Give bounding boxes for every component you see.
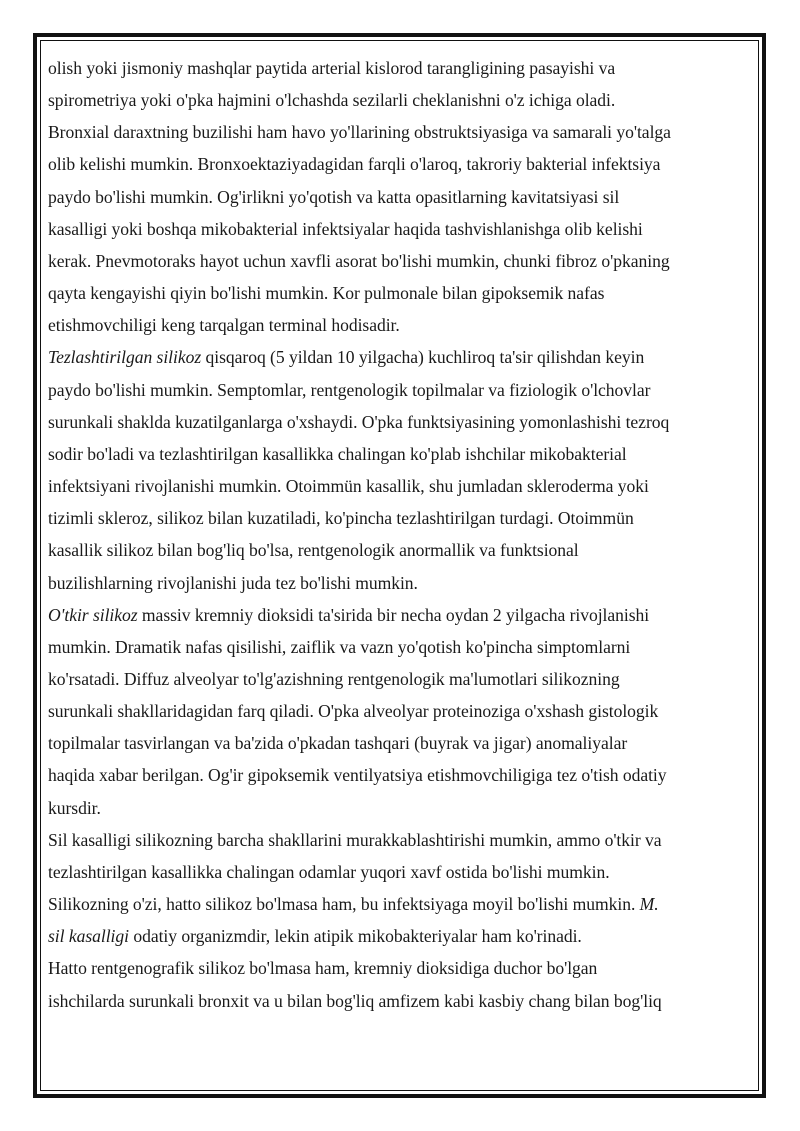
text-line [48,727,728,759]
italic-term: Tezlashtirilgan silikoz [48,347,202,368]
text-line [48,920,728,952]
text-segment: kursdir. [48,797,101,818]
text-line [48,792,728,824]
text-line [48,663,728,695]
text-segment: buzilishlarning rivojlanishi juda tez bo'lishi mumkin. [48,572,418,593]
text-line [48,470,728,502]
italic-term: M. [639,894,659,915]
text-line [48,534,728,566]
text-line [48,148,728,180]
text-segment: olish yoki jismoniy mashqlar paytida arterial kislorod tarangligining pasayishi va [48,58,616,78]
text-segment: infektsiyani rivojlanishi mumkin. Otoimmün kasallik, shu jumladan skleroderma yoki [48,476,649,497]
text-line [48,374,728,406]
text-segment: qayta kengayishi qiyin bo'lishi mumkin. Kor pulmonale bilan gipoksemik nafas [48,283,605,304]
text-segment: spirometriya yoki o'pka hajmini o'lchashda sezilarli cheklanishni o'z ichiga oladi. [48,90,616,111]
text-line [48,952,728,984]
text-line [48,341,728,373]
text-line [48,245,728,277]
text-line [48,759,728,791]
text-segment: ishchilarda surunkali bronxit va u bilan bog'liq amfizem kabi kasbiy chang bilan bog'liq [48,990,662,1011]
text-line [48,406,728,438]
text-line [48,856,728,888]
text-segment: paydo bo'lishi mumkin. Semptomlar, rentgenologik topilmalar va fiziologik o'lchovlar [48,379,651,400]
text-line [48,213,728,245]
text-segment: tizimli skleroz, silikoz bilan kuzatiladi, ko'pincha tezlashtirilgan turdagi. Otoimmün [48,508,634,529]
text-line [48,599,728,631]
text-segment: massiv kremniy dioksidi ta'sirida bir necha oydan 2 yilgacha rivojlanishi [137,604,650,625]
text-line [48,438,728,470]
text-line [48,309,728,341]
text-line [48,116,728,148]
text-line [48,277,728,309]
text-segment: paydo bo'lishi mumkin. Og'irlikni yo'qotish va katta opasitlarning kavitatsiyasi sil [48,186,620,207]
text-segment: Silikozning o'zi, hatto silikoz bo'lmasa ham, bu infektsiyaga moyil bo'lishi mumkin. [48,894,640,915]
text-line [48,888,728,920]
text-segment: haqida xabar berilgan. Og'ir gipoksemik ventilyatsiya etishmovchiligiga tez o'tish odatiy [48,765,667,786]
text-segment: qisqaroq (5 yildan 10 yilgacha) kuchliroq ta'sir qilishdan keyin [201,347,645,368]
text-segment: olib kelishi mumkin. Bronxoektaziyadagidan farqli o'laroq, takroriy bakterial infektsiya [48,154,661,175]
text-segment: topilmalar tasvirlangan va ba'zida o'pkadan tashqari (buyrak va jigar) anomaliyalar [48,733,628,754]
text-line [48,567,728,599]
text-line [48,181,728,213]
text-segment: Bronxial daraxtning buzilishi ham havo yo'llarining obstruktsiyasiga va samarali yo'talga [48,122,671,143]
text-segment: ko'rsatadi. Diffuz alveolyar to'lg'azishning rentgenologik ma'lumotlari silikozning [48,668,620,689]
italic-term: O'tkir silikoz [48,604,138,625]
italic-term: sil kasalligi [48,926,129,947]
text-segment: Hatto rentgenografik silikoz bo'lmasa ham, kremniy dioksidiga duchor bo'lgan [48,958,598,979]
text-segment: Sil kasalligi silikozning barcha shakllarini murakkablashtirishi mumkin, ammo o'tkir va [48,829,662,850]
document-body [48,52,728,1017]
text-line [48,824,728,856]
text-segment: kasallik silikoz bilan bog'liq bo'lsa, rentgenologik anormallik va funktsional [48,540,579,561]
text-segment: kerak. Pnevmotoraks hayot uchun xavfli asorat bo'lishi mumkin, chunki fibroz o'pkaning [48,250,670,271]
text-line [48,502,728,534]
text-line [48,52,728,84]
text-segment: odatiy organizmdir, lekin atipik mikobakteriyalar ham ko'rinadi. [128,926,582,947]
text-line [48,84,728,116]
text-segment: tezlashtirilgan kasallikka chalingan odamlar yuqori xavf ostida bo'lishi mumkin. [48,861,610,882]
text-segment: etishmovchiligi keng tarqalgan terminal hodisadir. [48,315,400,336]
text-line [48,695,728,727]
text-line [48,985,728,1017]
text-segment: mumkin. Dramatik nafas qisilishi, zaiflik va vazn yo'qotish ko'pincha simptomlarni [48,636,631,657]
text-segment: surunkali shakllaridagidan farq qiladi. O'pka alveolyar proteinoziga o'xshash gistologik [48,701,659,722]
text-segment: kasalligi yoki boshqa mikobakterial infektsiyalar haqida tashvishlanishga olib kelishi [48,218,643,239]
text-line [48,631,728,663]
text-segment: sodir bo'ladi va tezlashtirilgan kasallikka chalingan ko'plab ishchilar mikobakterial [48,443,627,464]
text-segment: surunkali shaklda kuzatilganlarga o'xshaydi. O'pka funktsiyasining yomonlashishi tezroq [48,411,670,432]
